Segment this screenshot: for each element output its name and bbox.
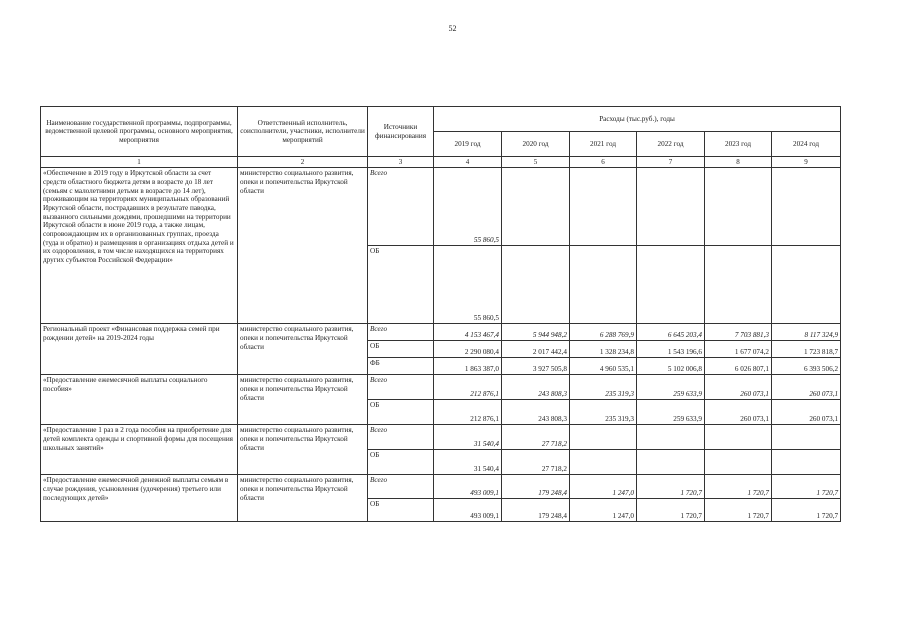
column-index: 6 xyxy=(570,157,637,168)
value-cell: 5 944 948,2 xyxy=(502,324,570,341)
value-cell: 4 153 467,4 xyxy=(434,324,502,341)
source-label: Всего xyxy=(368,168,434,246)
value-cell: 1 720,7 xyxy=(705,475,772,499)
value-cell: 8 117 324,9 xyxy=(772,324,841,341)
value-cell xyxy=(772,246,841,324)
value-cell: 5 102 006,8 xyxy=(637,358,705,375)
value-cell: 1 677 074,2 xyxy=(705,341,772,358)
executor-name: министерство социального развития, опеки и попечительства Иркутской области xyxy=(238,375,368,425)
value-cell: 1 328 234,8 xyxy=(570,341,637,358)
value-cell: 7 703 881,3 xyxy=(705,324,772,341)
value-cell: 6 645 203,4 xyxy=(637,324,705,341)
column-index: 1 xyxy=(41,157,238,168)
table-row xyxy=(41,475,841,499)
value-cell: 259 633,9 xyxy=(637,375,705,400)
value-cell xyxy=(502,246,570,324)
value-cell: 179 248,4 xyxy=(502,499,570,522)
value-cell xyxy=(637,450,705,475)
value-cell xyxy=(570,450,637,475)
value-cell: 1 247,0 xyxy=(570,499,637,522)
value-cell: 1 543 196,6 xyxy=(637,341,705,358)
header-expenses: Расходы (тыс.руб.), годы xyxy=(434,107,841,132)
source-label: ОБ xyxy=(368,450,434,475)
value-cell xyxy=(637,425,705,450)
column-index: 9 xyxy=(772,157,841,168)
column-index: 2 xyxy=(238,157,368,168)
value-cell: 260 073,1 xyxy=(705,400,772,425)
value-cell: 6 393 506,2 xyxy=(772,358,841,375)
value-cell xyxy=(705,450,772,475)
program-name: «Предоставление 1 раз в 2 года пособия на приобретение для детей комплекта одежды и спортивной формы для посещения школьных занятий» xyxy=(41,425,238,475)
header-year: 2020 год xyxy=(502,132,570,157)
budget-table xyxy=(40,106,841,522)
value-cell xyxy=(772,450,841,475)
executor-name: министерство социального развития, опеки и попечительства Иркутской области xyxy=(238,425,368,475)
value-cell: 1 247,0 xyxy=(570,475,637,499)
value-cell xyxy=(637,168,705,246)
table-row xyxy=(41,425,841,450)
source-label: Всего xyxy=(368,375,434,400)
value-cell: 1 720,7 xyxy=(772,499,841,522)
value-cell: 27 718,2 xyxy=(502,425,570,450)
table-row xyxy=(41,168,841,246)
value-cell xyxy=(705,425,772,450)
value-cell xyxy=(772,168,841,246)
value-cell: 212 876,1 xyxy=(434,375,502,400)
header-program: Наименование государственной программы, подпрограммы, ведомственной целевой программы, основного мероприятия, мероприятия xyxy=(41,107,238,157)
value-cell xyxy=(705,168,772,246)
header-year: 2024 год xyxy=(772,132,841,157)
value-cell: 4 960 535,1 xyxy=(570,358,637,375)
source-label: ОБ xyxy=(368,400,434,425)
value-cell xyxy=(570,168,637,246)
value-cell: 1 720,7 xyxy=(772,475,841,499)
header-year: 2019 год xyxy=(434,132,502,157)
value-cell: 243 808,3 xyxy=(502,375,570,400)
column-index: 7 xyxy=(637,157,705,168)
value-cell: 55 860,5 xyxy=(434,246,502,324)
value-cell: 235 319,3 xyxy=(570,400,637,425)
value-cell xyxy=(637,246,705,324)
value-cell: 493 009,1 xyxy=(434,475,502,499)
value-cell xyxy=(772,425,841,450)
column-index: 5 xyxy=(502,157,570,168)
program-name: Региональный проект «Финансовая поддержка семей при рождении детей» на 2019-2024 годы xyxy=(41,324,238,375)
value-cell: 27 718,2 xyxy=(502,450,570,475)
value-cell: 259 633,9 xyxy=(637,400,705,425)
column-index: 3 xyxy=(368,157,434,168)
executor-name: министерство социального развития, опеки и попечительства Иркутской области xyxy=(238,475,368,522)
value-cell: 1 723 818,7 xyxy=(772,341,841,358)
value-cell: 1 720,7 xyxy=(705,499,772,522)
value-cell: 243 808,3 xyxy=(502,400,570,425)
value-cell: 3 927 505,8 xyxy=(502,358,570,375)
source-label: Всего xyxy=(368,475,434,499)
executor-name: министерство социального развития, опеки и попечительства Иркутской области xyxy=(238,324,368,375)
header-year: 2023 год xyxy=(705,132,772,157)
value-cell: 1 863 387,0 xyxy=(434,358,502,375)
value-cell: 6 288 769,9 xyxy=(570,324,637,341)
source-label: Всего xyxy=(368,324,434,341)
table-row xyxy=(41,324,841,341)
header-executor: Ответственный исполнитель, соисполнители, участники, исполнители мероприятий xyxy=(238,107,368,157)
page-number: 52 xyxy=(448,24,457,33)
value-cell: 235 319,3 xyxy=(570,375,637,400)
value-cell: 31 540,4 xyxy=(434,425,502,450)
value-cell xyxy=(570,246,637,324)
value-cell: 6 026 807,1 xyxy=(705,358,772,375)
value-cell: 1 720,7 xyxy=(637,475,705,499)
value-cell xyxy=(705,246,772,324)
column-index: 8 xyxy=(705,157,772,168)
program-name: «Обеспечение в 2019 году в Иркутской области за счет средств областного бюджета детям в возрасте до 18 лет (семьям с малолетними детьми в возрасте до 14 лет), проживающим на территориях муниципальных образований Иркутской области, пострадавших в результате паводка, вызванного сильными дождями, прошедшими на территории Иркутской области в июне 2019 года, а также лицам, сопровождающим их в организованных группах, проезда (туда и обратно) и размещения в организациях отдыха детей и их оздоровления, в том числе находящихся на территориях других субъектов Российской Федерации» xyxy=(41,168,238,324)
value-cell: 31 540,4 xyxy=(434,450,502,475)
value-cell: 1 720,7 xyxy=(637,499,705,522)
source-label: ОБ xyxy=(368,499,434,522)
value-cell: 55 860,5 xyxy=(434,168,502,246)
value-cell: 260 073,1 xyxy=(772,400,841,425)
value-cell: 493 009,1 xyxy=(434,499,502,522)
source-label: ФБ xyxy=(368,358,434,375)
header-source: Источники финансирования xyxy=(368,107,434,157)
value-cell xyxy=(502,168,570,246)
value-cell: 260 073,1 xyxy=(772,375,841,400)
column-index: 4 xyxy=(434,157,502,168)
source-label: ОБ xyxy=(368,341,434,358)
header-year: 2021 год xyxy=(570,132,637,157)
program-name: «Предоставление ежемесячной выплаты социального пособия» xyxy=(41,375,238,425)
value-cell xyxy=(570,425,637,450)
value-cell: 179 248,4 xyxy=(502,475,570,499)
executor-name: министерство социального развития, опеки и попечительства Иркутской области xyxy=(238,168,368,324)
value-cell: 2 290 080,4 xyxy=(434,341,502,358)
source-label: ОБ xyxy=(368,246,434,324)
header-year: 2022 год xyxy=(637,132,705,157)
value-cell: 260 073,1 xyxy=(705,375,772,400)
program-name: «Предоставление ежемесячной денежной выплаты семьям в случае рождения, усыновления (удочерения) третьего или последующих детей» xyxy=(41,475,238,522)
table-row xyxy=(41,375,841,400)
source-label: Всего xyxy=(368,425,434,450)
value-cell: 2 017 442,4 xyxy=(502,341,570,358)
value-cell: 212 876,1 xyxy=(434,400,502,425)
